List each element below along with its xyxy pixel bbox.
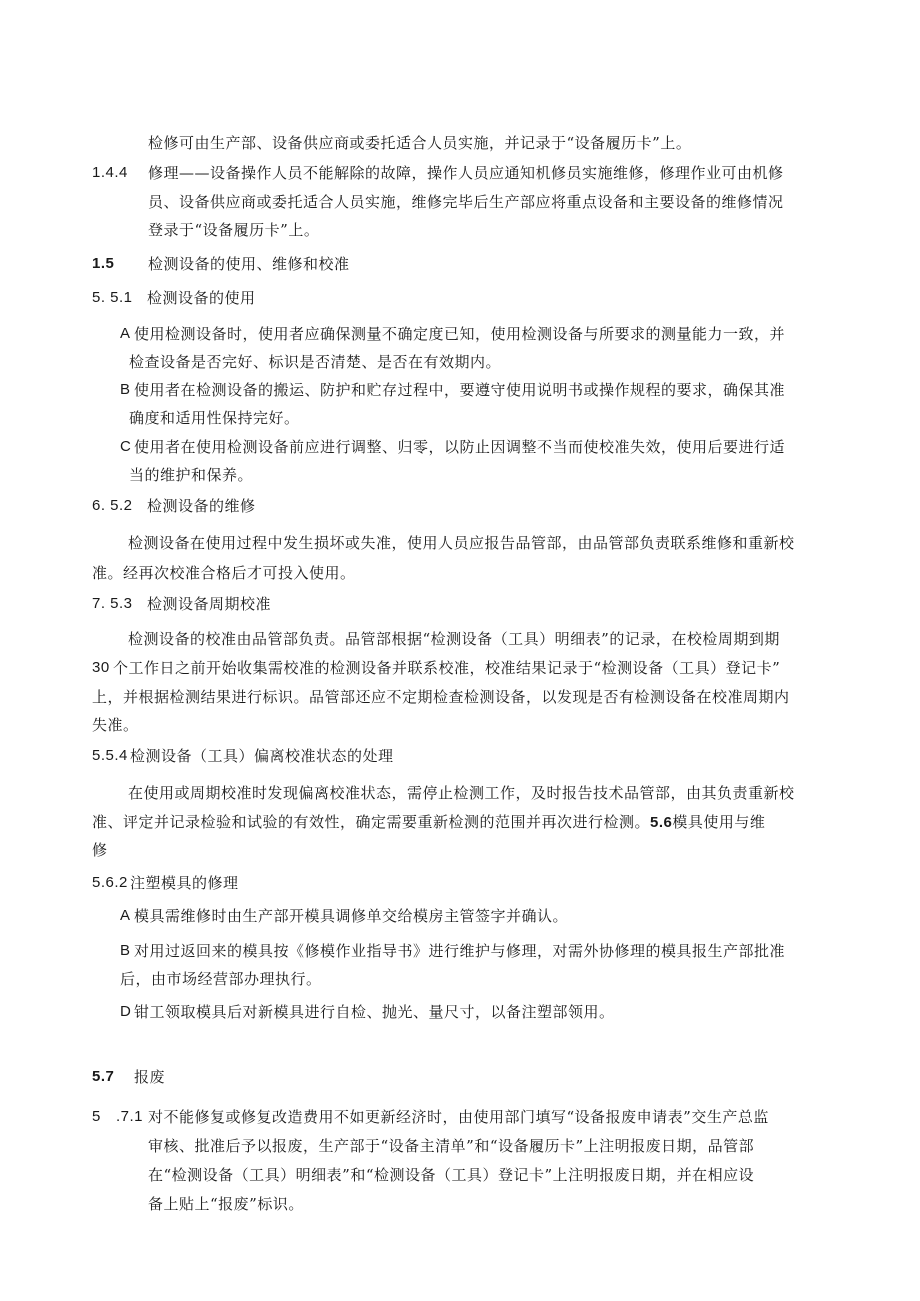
paragraph-line: 模具需维修时由生产部开模具调修单交给模房主管签字并确认。 <box>134 907 569 925</box>
section-number: 5.5.4 <box>92 747 128 764</box>
paragraph-text: 准、评定并记录检验和试验的有效性，确定需要重新检测的范围并再次进行检测。 <box>92 813 651 831</box>
inline-section-title: 模具使用与维 <box>672 813 766 831</box>
section-number: .7.1 <box>116 1108 144 1125</box>
paragraph-line: 检修可由生产部、设备供应商或委托适合人员实施，并记录于“设备履历卡”上。 <box>148 134 692 152</box>
paragraph-line: 在使用或周期校准时发现偏离校准状态，需停止检测工作，及时报告技术品管部，由其负责重新校 <box>128 784 795 802</box>
section-number: 5.7 <box>92 1068 115 1085</box>
paragraph-line: 上，并根据检测结果进行标识。品管部还应不定期检查检测设备，以发现是否有检测设备在校准周期内 <box>92 688 790 706</box>
item-label: D <box>120 1003 132 1020</box>
paragraph-line: 失准。 <box>92 716 139 734</box>
paragraph-line: 对用过返回来的模具按《修模作业指导书》进行维护与修理，对需外协修理的模具报生产部批准 <box>134 942 786 960</box>
paragraph-line: 钳工领取模具后对新模具进行自检、抛光、量尺寸，以备注塑部领用。 <box>134 1003 615 1021</box>
paragraph-number: 30 <box>92 659 110 676</box>
paragraph-line: 检测设备在使用过程中发生损坏或失准，使用人员应报告品管部，由品管部负责联系维修和重新校 <box>128 534 795 552</box>
section-number: 5. 5.1 <box>92 289 133 306</box>
paragraph-line: 登录于“设备履历卡”上。 <box>148 221 320 239</box>
paragraph-line: 员、设备供应商或委托适合人员实施，维修完毕后生产部应将重点设备和主要设备的维修情况 <box>148 193 784 211</box>
paragraph-line: 当的维护和保养。 <box>129 466 254 484</box>
paragraph-line: 修 <box>92 841 108 859</box>
section-number: 5.6.2 <box>92 874 128 891</box>
item-label: B <box>120 381 131 398</box>
item-label: A <box>120 907 131 924</box>
section-title: 检测设备的维修 <box>147 497 256 515</box>
section-title: 检测设备周期校准 <box>147 595 272 613</box>
paragraph-line: 使用检测设备时，使用者应确保测量不确定度已知，使用检测设备与所要求的测量能力一致，并 <box>134 325 786 343</box>
paragraph-line: 使用者在检测设备的搬运、防护和贮存过程中，要遵守使用说明书或操作规程的要求，确保其准 <box>134 381 786 399</box>
inline-section-number: 5.6 <box>650 814 673 831</box>
paragraph-line: 后，由市场经营部办理执行。 <box>120 970 322 988</box>
paragraph-line: 对不能修复或修复改造费用不如更新经济时，由使用部门填写“设备报废申请表”交生产总监 <box>148 1108 769 1126</box>
section-number: 1.4.4 <box>92 164 128 181</box>
section-number: 5 <box>92 1108 101 1125</box>
section-title: 检测设备（工具）偏离校准状态的处理 <box>130 747 394 765</box>
section-title: 报废 <box>134 1068 166 1086</box>
item-label: B <box>120 942 131 959</box>
section-title: 检测设备的使用 <box>147 289 256 307</box>
paragraph-line: 备上贴上“报废”标识。 <box>148 1195 304 1213</box>
section-title: 注塑模具的修理 <box>130 874 239 892</box>
paragraph-line: 在“检测设备（工具）明细表”和“检测设备（工具）登记卡”上注明报废日期，并在相应设 <box>148 1166 755 1184</box>
paragraph-line: 个工作日之前开始收集需校准的检测设备并联系校准，校准结果记录于“检测设备（工具）登记卡” <box>113 659 781 677</box>
section-number: 1.5 <box>92 255 115 272</box>
item-label: C <box>120 438 132 455</box>
paragraph-line: 检测设备的校准由品管部负责。品管部根据“检测设备（工具）明细表”的记录，在校检周期到期 <box>128 630 780 648</box>
item-label: A <box>120 325 131 342</box>
section-number: 6. 5.2 <box>92 497 133 514</box>
paragraph-line: 确度和适用性保持完好。 <box>129 409 300 427</box>
paragraph-line: 修理——设备操作人员不能解除的故障，操作人员应通知机修员实施维修，修理作业可由机修 <box>148 164 784 182</box>
section-number: 7. 5.3 <box>92 595 133 612</box>
paragraph-line: 审核、批准后予以报废，生产部于“设备主清单”和“设备履历卡”上注明报废日期，品管部 <box>148 1137 755 1155</box>
paragraph-line: 检查设备是否完好、标识是否清楚、是否在有效期内。 <box>129 353 502 371</box>
section-title: 检测设备的使用、维修和校准 <box>148 255 350 273</box>
paragraph-line: 使用者在使用检测设备前应进行调整、归零，以防止因调整不当而使校准失效，使用后要进行适 <box>134 438 786 456</box>
paragraph-line <box>92 812 765 833</box>
paragraph-line: 准。经再次校准合格后才可投入使用。 <box>92 564 356 582</box>
